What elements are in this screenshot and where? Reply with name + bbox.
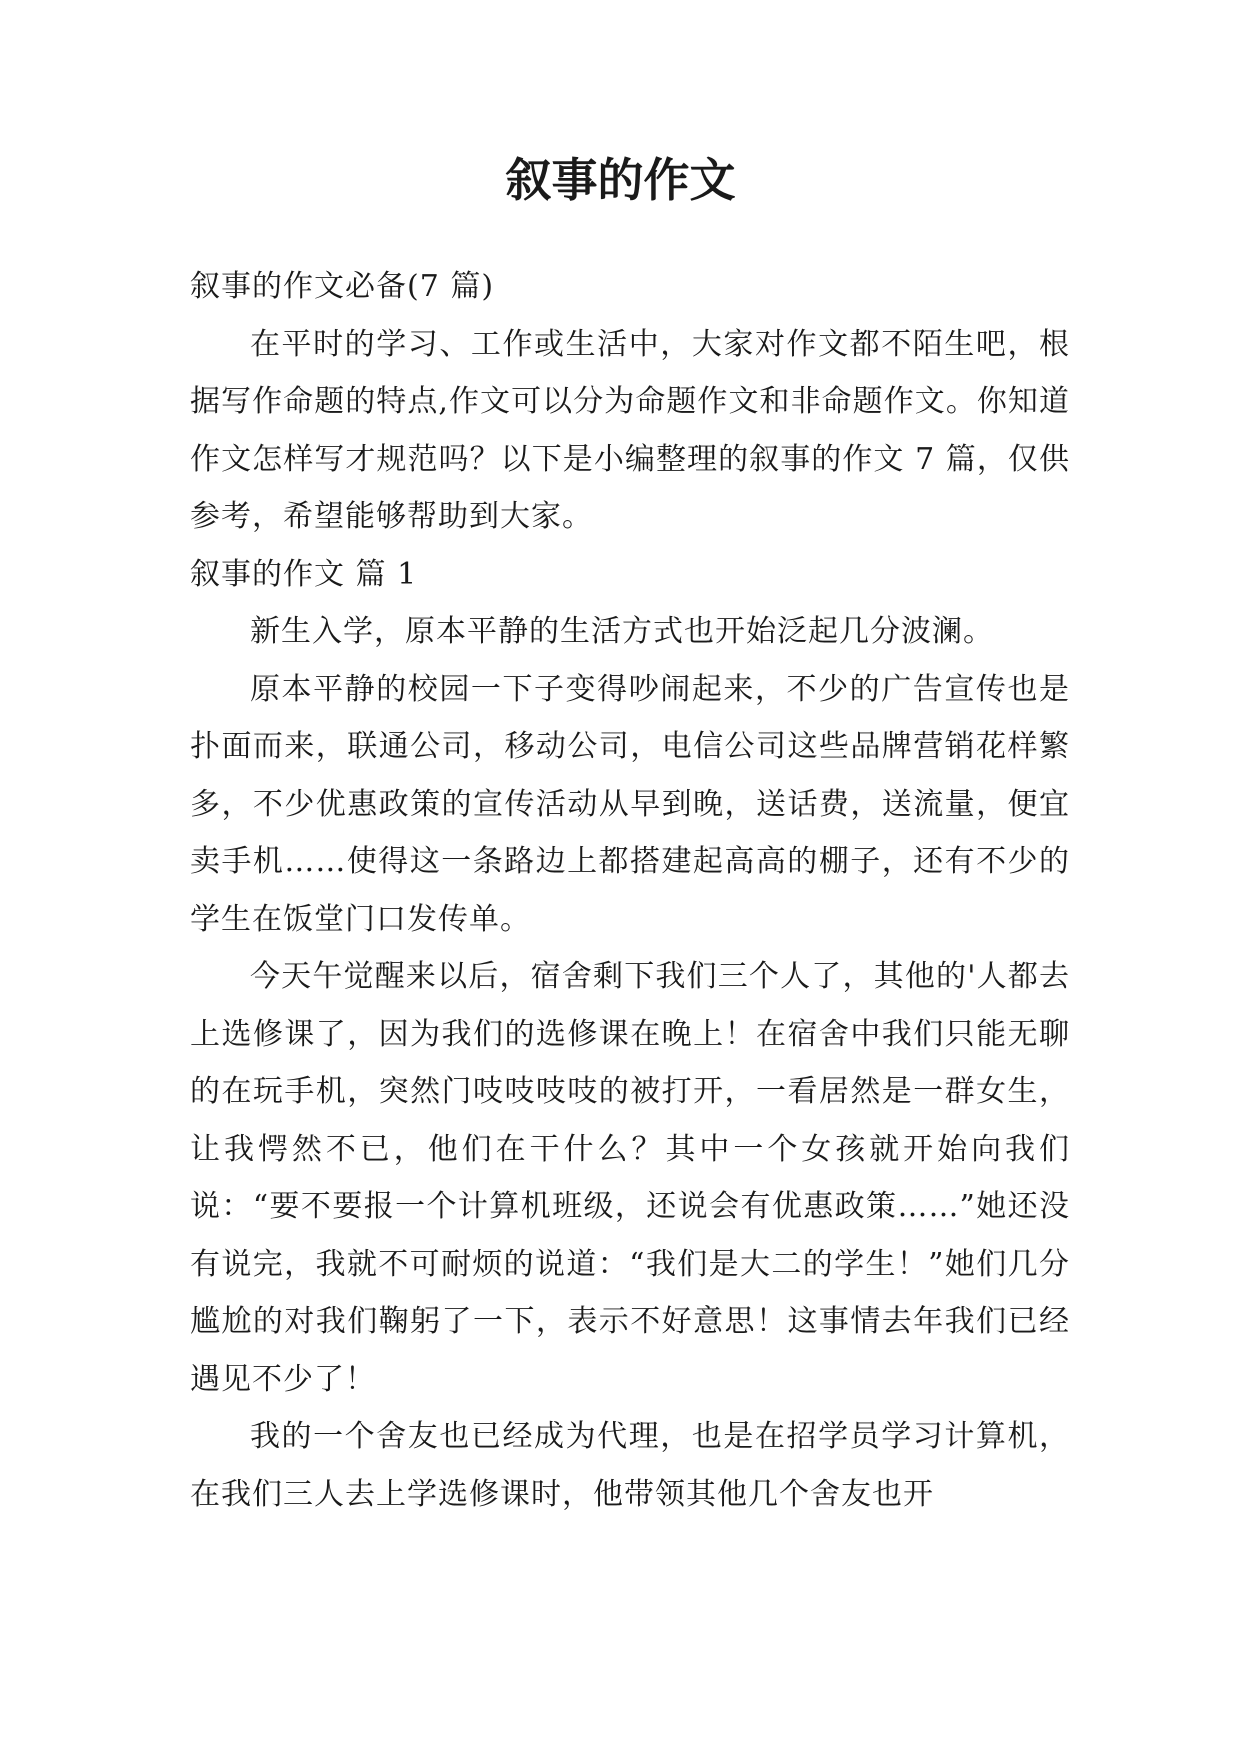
body-paragraph: 原本平静的校园一下子变得吵闹起来，不少的广告宣传也是扑面而来，联通公司，移动公司，电信公司这些品牌营销花样繁多，不少优惠政策的宣传活动从早到晚，送话费，送流量，便宜卖手机……使得这一条路边上都搭建起高高的棚子，还有不少的学生在饭堂门口发传单。 [190, 671, 1070, 937]
document-title: 叙事的作文 [505, 153, 736, 207]
section-heading: 叙事的作文 篇 1 [190, 556, 418, 592]
body-paragraph: 新生入学，原本平静的生活方式也开始泛起几分波澜。 [250, 614, 994, 649]
document-subtitle: 叙事的作文必备(7 篇) [190, 269, 495, 304]
body-paragraph: 我的一个舍友也已经成为代理，也是在招学员学习计算机，在我们三人去上学选修课时，他带领其他几个舍友也开 [190, 1419, 1070, 1512]
body-paragraph: 今天午觉醒来以后，宿舍剩下我们三个人了，其他的'人都去上选修课了，因为我们的选修课在晚上！在宿舍中我们只能无聊的在玩手机，突然门吱吱吱吱的被打开，一看居然是一群女生，让我愕然不已，他们在干什么？其中一个女孩就开始向我们说：“要不要报一个计算机班级，还说会有优惠政策……”她还没有说完，我就不可耐烦的说道：“我们是大二的学生！”她们几分尴尬的对我们鞠躬了一下，表示不好意思！这事情去年我们已经遇见不少了！ [190, 959, 1070, 1397]
intro-paragraph: 在平时的学习、工作或生活中，大家对作文都不陌生吧，根据写作命题的特点,作文可以分为命题作文和非命题作文。你知道作文怎样写才规范吗？以下是小编整理的叙事的作文 7 篇，仅供参考，希望能够帮助到大家。 [190, 326, 1070, 534]
document-body [190, 258, 1070, 1523]
